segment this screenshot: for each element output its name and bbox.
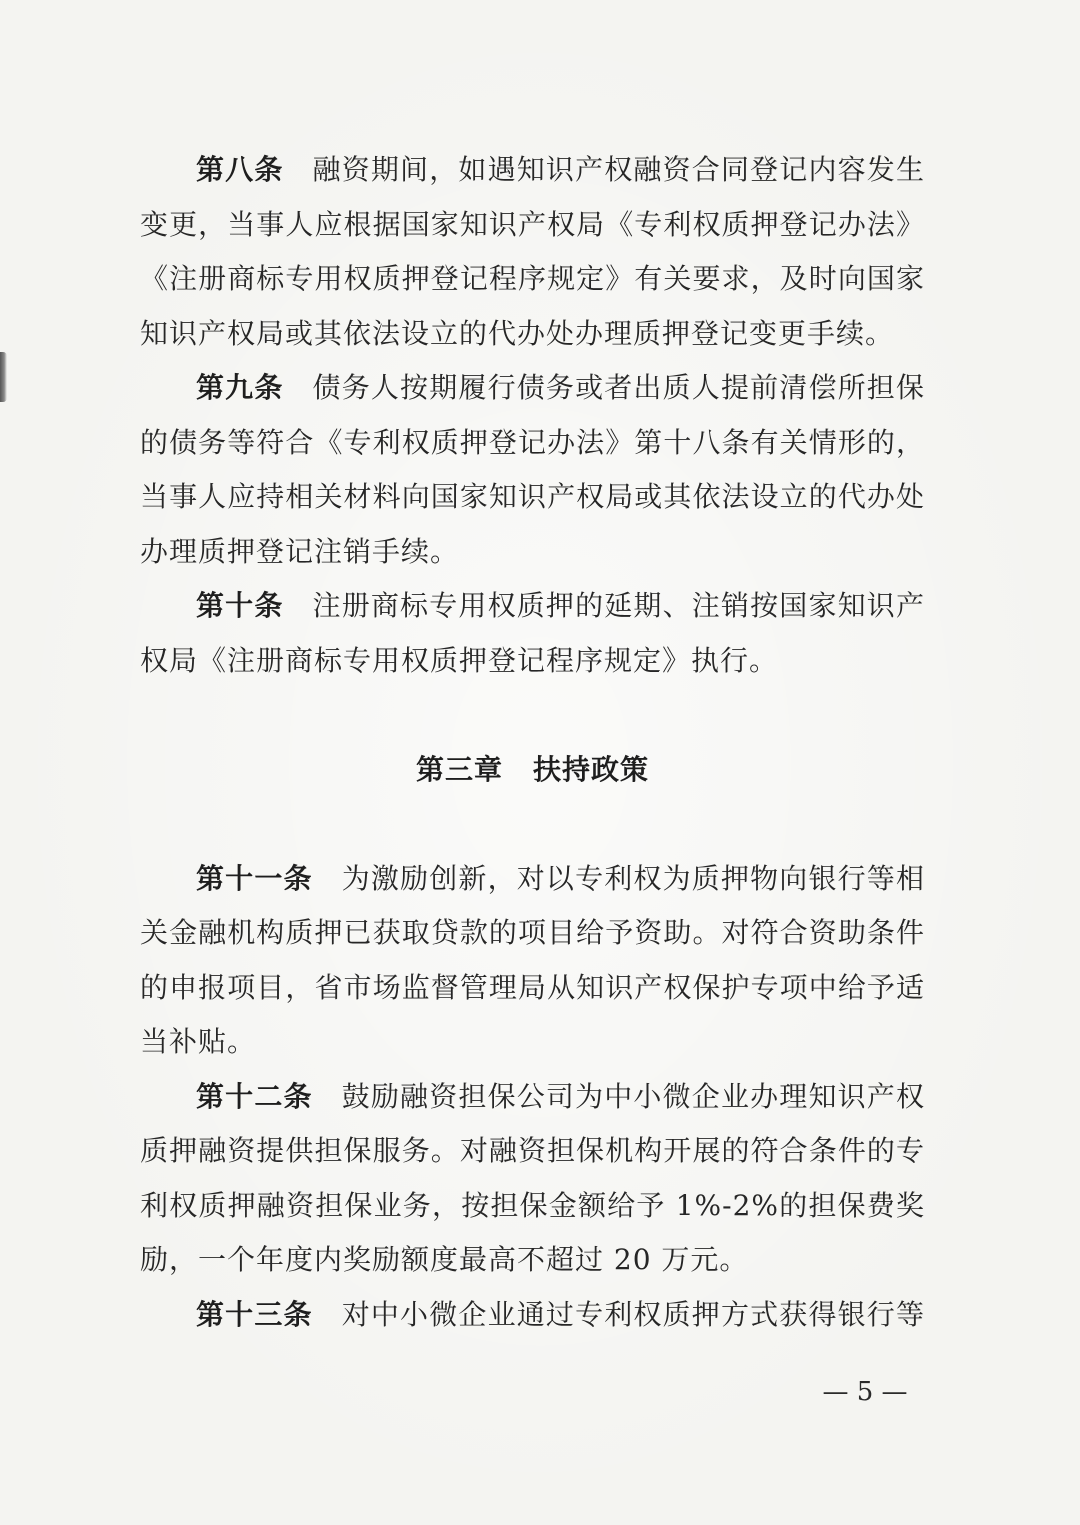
blank-line bbox=[140, 688, 925, 743]
article-first-line bbox=[140, 143, 925, 198]
page-number: — 5 — bbox=[822, 1377, 908, 1407]
article-heading: 第十一条 bbox=[196, 861, 313, 895]
article-heading: 第八条 bbox=[196, 153, 284, 186]
article-text: 融资期间，如遇知识产权融资合同登记内容发生 bbox=[312, 153, 925, 186]
article-text: 债务人按期履行债务或者出质人提前清偿所担保 bbox=[312, 371, 925, 404]
article-first-line bbox=[140, 1288, 925, 1343]
chapter-heading bbox=[140, 743, 925, 798]
article-line: 办理质押登记注销手续。 bbox=[140, 534, 460, 568]
article-line: 的债务等符合《专利权质押登记办法》第十八条有关情形的， bbox=[140, 425, 925, 459]
article-first-line bbox=[140, 852, 925, 907]
article-heading: 第十三条 bbox=[196, 1297, 313, 1331]
scan-mark bbox=[0, 352, 7, 402]
article-first-line bbox=[140, 361, 925, 416]
article-text: 鼓励融资担保公司为中小微企业办理知识产权 bbox=[341, 1079, 925, 1113]
article-line: 知识产权局或其依法设立的代办处办理质押登记变更手续。 bbox=[140, 316, 895, 350]
chapter-number: 第三章 bbox=[415, 752, 503, 786]
article-heading: 第十二条 bbox=[196, 1079, 313, 1113]
article-heading: 第十条 bbox=[196, 589, 284, 622]
document-body bbox=[140, 143, 925, 1342]
article-line: 的申报项目，省市场监督管理局从知识产权保护专项中给予适 bbox=[140, 970, 925, 1004]
article-text: 注册商标专用权质押的延期、注销按国家知识产 bbox=[312, 589, 925, 622]
chapter-title: 扶持政策 bbox=[533, 752, 650, 786]
article-heading: 第九条 bbox=[196, 371, 284, 404]
article-line: 权局《注册商标专用权质押登记程序规定》执行。 bbox=[140, 643, 779, 677]
article-line: 励，一个年度内奖励额度最高不超过 20 万元。 bbox=[140, 1243, 749, 1276]
article-line: 《注册商标专用权质押登记程序规定》有关要求，及时向国家 bbox=[140, 262, 925, 295]
blank-line bbox=[140, 797, 925, 852]
article-line: 当事人应持相关材料向国家知识产权局或其依法设立的代办处 bbox=[140, 480, 925, 513]
article-line: 质押融资提供担保服务。对融资担保机构开展的符合条件的专 bbox=[140, 1134, 925, 1167]
article-line: 当补贴。 bbox=[140, 1025, 257, 1058]
article-line: 变更，当事人应根据国家知识产权局《专利权质押登记办法》 bbox=[140, 207, 925, 241]
article-line: 利权质押融资担保业务，按担保金额给予 1%-2%的担保费奖 bbox=[140, 1188, 925, 1222]
article-first-line bbox=[140, 1070, 925, 1125]
article-text: 为激励创新，对以专利权为质押物向银行等相 bbox=[341, 861, 925, 895]
article-text: 对中小微企业通过专利权质押方式获得银行等 bbox=[341, 1297, 925, 1331]
article-first-line bbox=[140, 579, 925, 634]
article-line: 关金融机构质押已获取贷款的项目给予资助。对符合资助条件 bbox=[140, 916, 925, 949]
